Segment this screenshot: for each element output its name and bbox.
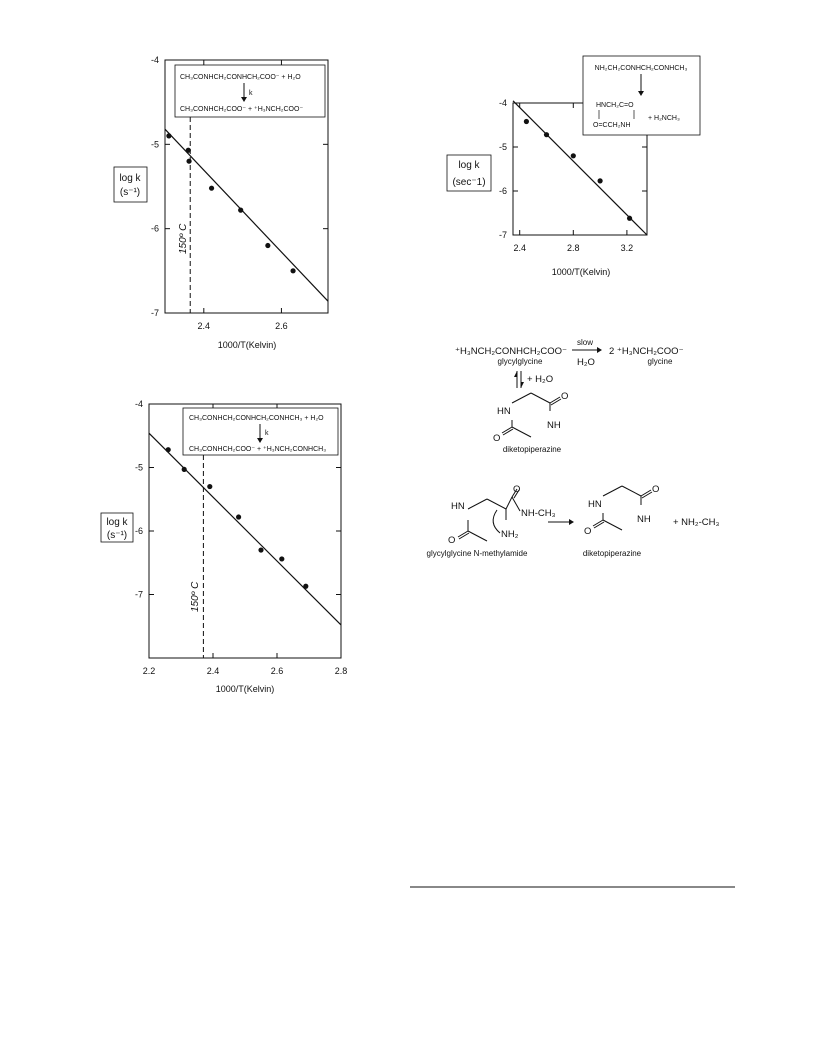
data-point [524,119,529,124]
data-point [166,133,171,138]
dkp-o2: O [493,433,501,444]
chart-1-product: CH₃CONHCH₂COO⁻ + ⁺H₃NCH₂COO⁻ [180,106,304,113]
chart-3-yunit: (s⁻¹) [106,530,128,541]
data-point [627,216,632,221]
data-point [303,584,308,589]
dkp-nh: NH [547,420,561,431]
data-point [544,132,549,137]
chart-1-ylabel: log k [119,173,141,184]
chart-2-product-extra: + H₂NCH₃ [648,115,680,122]
y-tick-label: -4 [498,98,507,108]
chart-3-reactant: CH₃CONHCH₂CONHCH₂CONHCH₃ + H₂O [189,415,324,422]
x-tick-label: 2.8 [567,243,580,253]
product-name: diketopiperazine [582,549,642,558]
product-hn: HN [588,499,602,510]
x-tick-label: 3.2 [620,243,634,253]
x-tick-label: 2.4 [197,321,211,331]
y-tick-label: -6 [498,186,507,196]
chart-3-150c-label: 150º C [190,581,201,612]
data-point [182,467,187,472]
methylamide-nhch3: NH-CH₃ [521,508,556,519]
chart-3-ylabel: log k [106,517,128,528]
x-tick-label: 2.6 [275,321,288,331]
data-point [186,159,191,164]
y-tick-label: -5 [498,142,507,152]
y-tick-label: -5 [134,462,143,473]
chart-2-product-1: HNCH₂C=O [596,102,634,109]
data-point [279,556,284,561]
methylamide-o1: O [513,484,521,495]
y-tick-label: -4 [150,55,159,65]
chart-3-xlabel: 1000/T(Kelvin) [215,684,275,694]
data-point [290,268,295,273]
methylamide-o2: O [448,535,456,546]
dkp-o1: O [561,391,569,402]
h2o-label: H₂O [577,357,595,368]
y-tick-label: -4 [134,399,143,409]
data-point [207,484,212,489]
y-tick-label: -7 [134,589,143,600]
chart-2-product-2: O=CCH₂NH [593,122,631,129]
x-tick-label: 2.6 [270,666,284,676]
glycylglycine-formula: ⁺H₃NCH₂CONHCH₂COO⁻ [455,346,568,357]
scheme-glycylglycine [455,338,684,454]
product-o1: O [652,484,660,495]
chart-1 [114,55,328,350]
chart-3-rate-k: k [265,430,269,437]
dkp-name: diketopiperazine [502,445,562,454]
slow-label: slow [576,338,594,347]
scheme-methylamide [427,484,720,558]
add-water-label: + H₂O [527,374,554,385]
methylamide-name: glycylglycine N-methylamide [426,549,528,558]
chart-3 [101,399,347,694]
product-o2: O [584,526,592,537]
y-tick-label: -5 [150,139,159,150]
data-point [598,178,603,183]
methylamide-nh2: NH₂ [501,529,519,540]
chart-3-fit-line [149,433,341,625]
glycine-formula: 2 ⁺H₃NCH₂COO⁻ [609,346,684,357]
glycylglycine-name: glycylglycine [497,357,543,366]
methylamide-hn: HN [451,501,465,512]
y-tick-label: -7 [150,308,159,318]
y-tick-label: -6 [134,526,143,536]
data-point [238,208,243,213]
chart-2-reactant: NH₂CH₂CONHCH₂CONHCH₃ [594,65,688,72]
chart-3-product: CH₃CONHCH₂COO⁻ + ⁺H₃NCH₂CONHCH₃ [189,446,327,453]
y-tick-label: -6 [150,223,159,234]
data-point [571,153,576,158]
chart-1-fit-line [165,129,328,301]
glycine-name: glycine [647,357,673,366]
data-point [258,547,263,552]
x-tick-label: 2.2 [142,666,156,676]
data-point [166,447,171,452]
data-point [265,243,270,248]
x-tick-label: 2.4 [513,243,526,253]
product-nh: NH [637,514,651,525]
chart-1-xlabel: 1000/T(Kelvin) [217,340,277,350]
data-point [236,514,241,519]
data-point [209,186,214,191]
chart-1-yunit: (s⁻¹) [119,187,141,198]
methylamine-byproduct: + NH₂-CH₃ [673,517,720,528]
x-tick-label: 2.8 [334,666,348,676]
chart-2-yunit: (sec⁻1) [452,177,486,188]
data-point [186,148,191,153]
chart-2-ylabel: log k [458,160,480,171]
y-tick-label: -7 [498,230,507,240]
x-tick-label: 2.4 [206,666,220,676]
dkp-hn: HN [497,406,511,417]
chart-2 [447,56,700,277]
chart-1-reactant: CH₃CONHCH₂CONHCH₂COO⁻ + H₂O [180,74,301,81]
chart-2-xlabel: 1000/T(Kelvin) [551,267,611,277]
chart-1-150c-label: 150º C [178,223,189,254]
chart-1-rate-k: k [249,90,253,97]
